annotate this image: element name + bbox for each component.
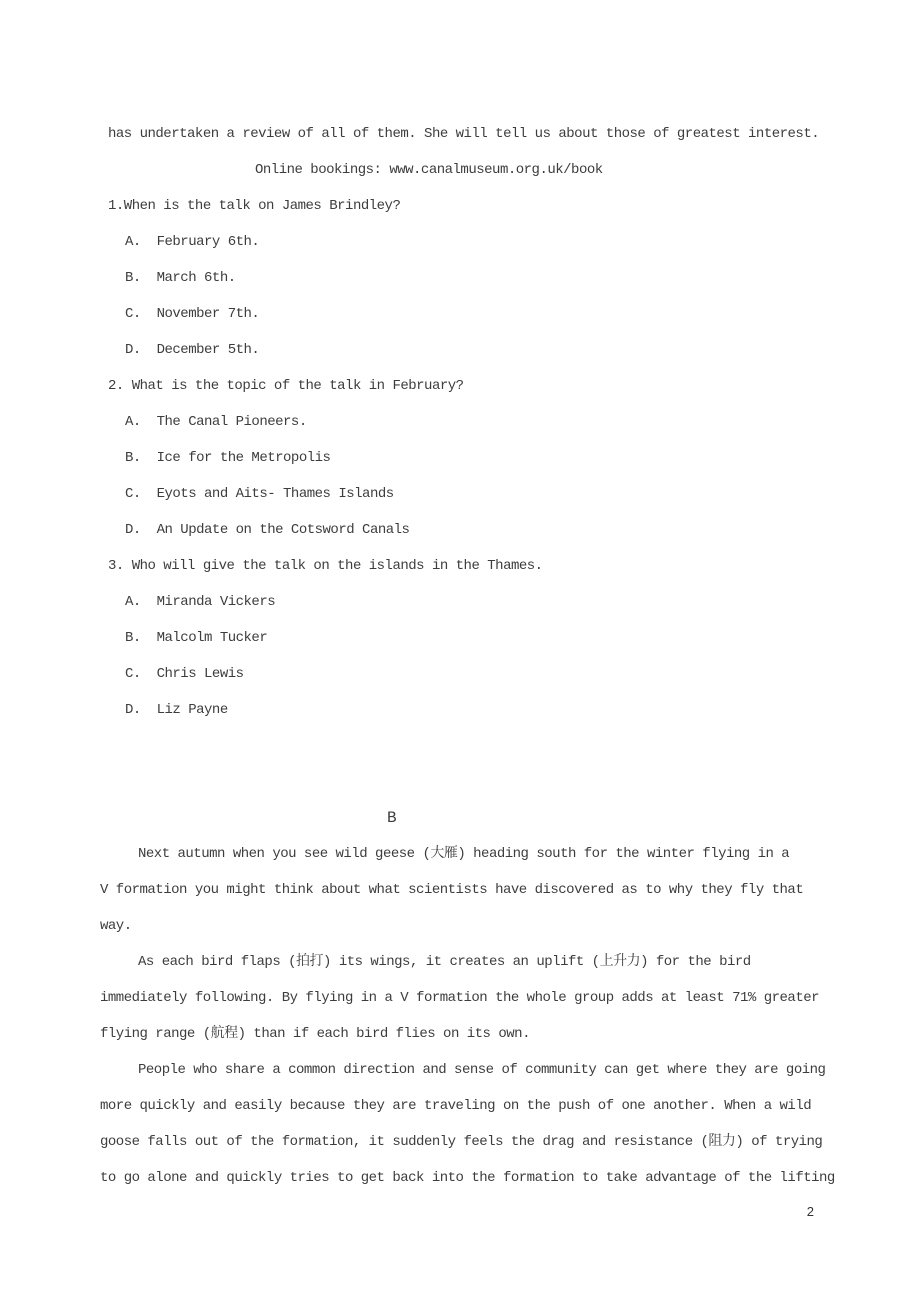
paragraph-line: immediately following. By flying in a V formation the whole group adds at least 71% greater bbox=[100, 990, 820, 1006]
question-3-option-c: C. Chris Lewis bbox=[125, 666, 244, 682]
question-1-prompt: 1.When is the talk on James Brindley? bbox=[108, 198, 401, 214]
question-2-option-a: A. The Canal Pioneers. bbox=[125, 414, 307, 430]
paragraph-line: As each bird flaps (拍打) its wings, it creates an uplift (上升力) for the bird bbox=[138, 954, 751, 970]
passage-paragraph-1 bbox=[100, 836, 860, 944]
question-2-option-c: C. Eyots and Aits- Thames Islands bbox=[125, 486, 394, 502]
question-2-option-b: B. Ice for the Metropolis bbox=[125, 450, 331, 466]
paragraph-line: People who share a common direction and sense of community can get where they are going bbox=[138, 1062, 826, 1078]
question-3-option-a: A. Miranda Vickers bbox=[125, 594, 276, 610]
page-number: 2 bbox=[806, 1204, 814, 1219]
paragraph-line: goose falls out of the formation, it suddenly feels the drag and resistance (阻力) of trying bbox=[100, 1134, 823, 1150]
question-2-prompt: 2. What is the topic of the talk in February? bbox=[108, 378, 464, 394]
question-1-option-d: D. December 5th. bbox=[125, 342, 260, 358]
paragraph-line: V formation you might think about what scientists have discovered as to why they fly that bbox=[100, 882, 804, 898]
paragraph-line: way. bbox=[100, 918, 132, 934]
paragraph-line: to go alone and quickly tries to get back into the formation to take advantage of the lifting bbox=[100, 1170, 835, 1186]
question-2 bbox=[108, 368, 860, 548]
question-1-option-a: A. February 6th. bbox=[125, 234, 260, 250]
section-gap bbox=[108, 728, 860, 800]
question-1 bbox=[108, 188, 860, 368]
paragraph-line: more quickly and easily because they are traveling on the push of one another. When a wild bbox=[100, 1098, 812, 1114]
passage-paragraph-3 bbox=[100, 1052, 860, 1196]
question-3-option-d: D. Liz Payne bbox=[125, 702, 228, 718]
booking-line: Online bookings: www.canalmuseum.org.uk/book bbox=[255, 162, 603, 178]
question-3 bbox=[108, 548, 860, 728]
question-3-option-b: B. Malcolm Tucker bbox=[125, 630, 268, 646]
question-3-prompt: 3. Who will give the talk on the islands in the Thames. bbox=[108, 558, 543, 574]
paragraph-line: Next autumn when you see wild geese (大雁) heading south for the winter flying in a bbox=[138, 846, 790, 862]
passage-paragraph-2 bbox=[100, 944, 860, 1052]
question-1-option-c: C. November 7th. bbox=[125, 306, 260, 322]
section-b-header: B bbox=[387, 809, 397, 827]
question-1-option-b: B. March 6th. bbox=[125, 270, 236, 286]
paragraph-line: flying range (航程) than if each bird flies on its own. bbox=[100, 1026, 530, 1042]
question-2-option-d: D. An Update on the Cotsword Canals bbox=[125, 522, 410, 538]
intro-line: has undertaken a review of all of them. She will tell us about those of greatest interest. bbox=[108, 126, 820, 142]
